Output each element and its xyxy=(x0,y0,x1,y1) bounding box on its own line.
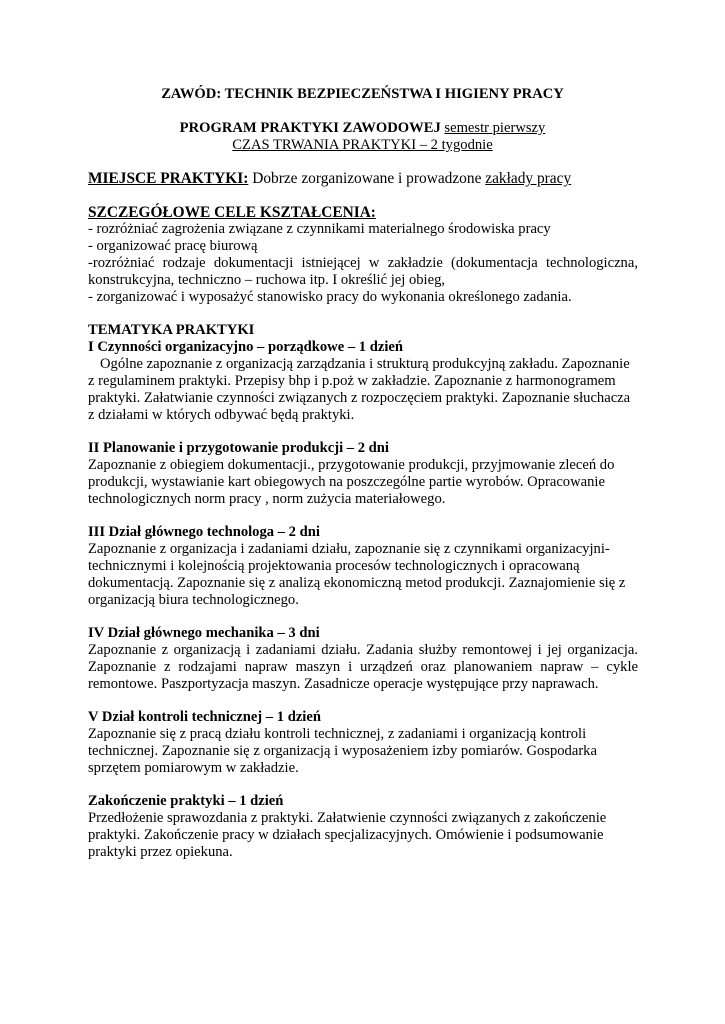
goal-line: -rozróżniać rodzaje dokumentacji istniejącej w zakładzie (dokumentacja technologiczna, xyxy=(88,255,638,271)
section-line: technicznymi i kolejnością projektowania procesów technologicznych i opracowaną xyxy=(88,558,580,574)
section-line: Zapoznanie z rodzajami napraw maszyn i urządzeń oraz planowaniem napraw – cykle xyxy=(88,659,638,675)
section-line: remontowe. Paszportyzacja maszyn. Zasadnicze operacje występujące przy naprawach. xyxy=(88,676,599,692)
section-title: Zakończenie praktyki – 1 dzień xyxy=(88,793,284,809)
goal-line: - organizować pracę biurową xyxy=(88,238,258,254)
place-text-underlined: zakłady pracy xyxy=(485,170,572,187)
section-line: technicznej. Zapoznanie się z organizacją i wyposażeniem izby pomiarów. Gospodarka xyxy=(88,743,597,759)
section-line: sprzętem pomiarowym w zakładzie. xyxy=(88,760,299,776)
section-line: Ogólne zapoznanie z organizacją zarządzania i strukturą produkcyjną zakładu. Zapoznanie xyxy=(100,356,630,372)
section-line: Zapoznanie z obiegiem dokumentacji., przygotowanie produkcji, przyjmowanie zleceń do xyxy=(88,457,615,473)
section-line: technologicznych norm pracy , norm zużycia materiałowego. xyxy=(88,491,446,507)
program-line xyxy=(0,120,725,137)
goals-heading: SZCZEGÓŁOWE CELE KSZTAŁCENIA: xyxy=(88,204,376,221)
section-line: Zapoznanie z organizacją i zadaniami działu. Zadania służby remontowej i jej organizacja. xyxy=(88,642,638,658)
section-line: Zapoznanie się z pracą działu kontroli technicznej, z zadaniami i organizacją kontroli xyxy=(88,726,587,742)
section-line: praktyki przez opiekuna. xyxy=(88,844,233,860)
section-line: dokumentacją. Zapoznanie się z analizą ekonomiczną metod produkcji. Zaznajomienie się z xyxy=(88,575,626,591)
section-line: z działami w których odbywać będą praktyki. xyxy=(88,407,355,423)
section-title: IV Dział głównego mechanika – 3 dni xyxy=(88,625,320,641)
section-line: produkcji, wystawianie kart obiegowych na poszczególne partie wyrobów. Opracowanie xyxy=(88,474,605,490)
section-line: praktyki. Zakończenie pracy w działach specjalizacyjnych. Omówienie i podsumowanie xyxy=(88,827,604,843)
duration-line: CZAS TRWANIA PRAKTYKI – 2 tygodnie xyxy=(232,137,493,153)
topics-heading: TEMATYKA PRAKTYKI xyxy=(88,322,255,338)
document-title: ZAWÓD: TECHNIK BEZPIECZEŃSTWA I HIGIENY PRACY xyxy=(161,86,564,102)
section-title: V Dział kontroli technicznej – 1 dzień xyxy=(88,709,321,725)
section-title: II Planowanie i przygotowanie produkcji – 2 dni xyxy=(88,440,389,456)
place-label: MIEJSCE PRAKTYKI: xyxy=(88,170,249,187)
section-title: I Czynności organizacyjno – porządkowe – 1 dzień xyxy=(88,339,403,355)
section-line: Przedłożenie sprawozdania z praktyki. Załatwienie czynności związanych z zakończenie xyxy=(88,810,607,826)
place-text: Dobrze zorganizowane i prowadzone xyxy=(252,170,482,187)
goal-line: - zorganizować i wyposażyć stanowisko pracy do wykonania określonego zadania. xyxy=(88,289,572,305)
section-line: Zapoznanie z organizacja i zadaniami działu, zapoznanie się z czynnikami organizacyjni- xyxy=(88,541,610,557)
section-title: III Dział głównego technologa – 2 dni xyxy=(88,524,320,540)
section-line: z regulaminem praktyki. Przepisy bhp i p.poż w zakładzie. Zapoznanie z harmonogramem xyxy=(88,373,616,389)
place-line xyxy=(88,170,571,187)
program-semester: semestr pierwszy xyxy=(444,120,546,136)
goal-line: - rozróżniać zagrożenia związane z czynnikami materialnego środowiska pracy xyxy=(88,221,551,237)
section-line: organizacją biura technologicznego. xyxy=(88,592,299,608)
section-line: praktyki. Załatwianie czynności związanych z rozpoczęciem praktyki. Zapoznanie słuchacza xyxy=(88,390,631,406)
goal-line: konstrukcyjna, techniczno – ruchowa itp. I określić jej obieg, xyxy=(88,272,446,288)
program-title: PROGRAM PRAKTYKI ZAWODOWEJ xyxy=(179,120,441,136)
